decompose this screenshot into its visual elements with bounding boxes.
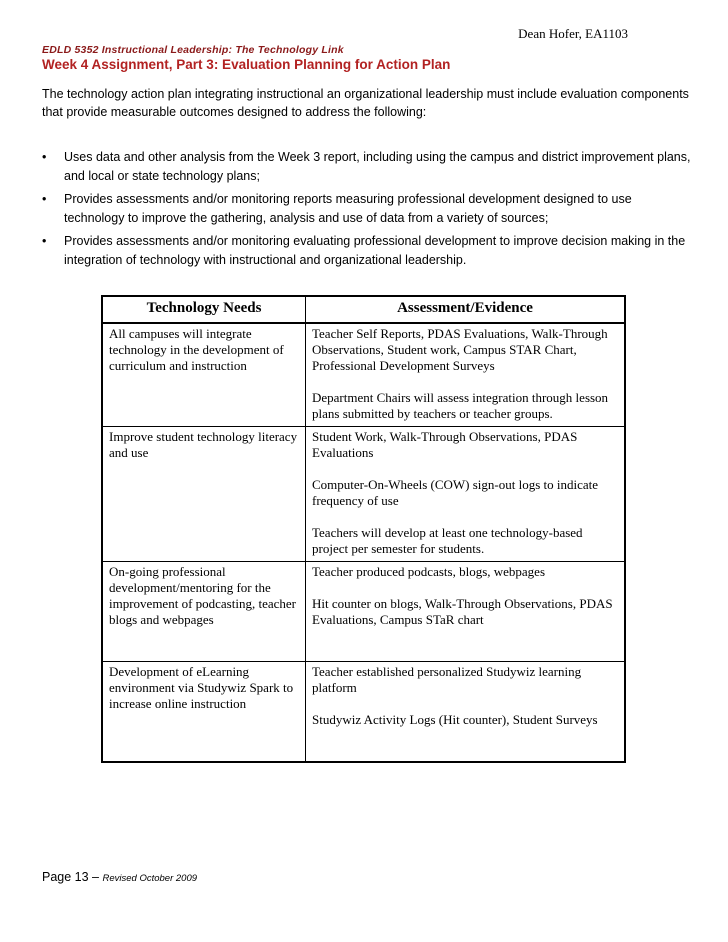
evaluation-table — [101, 295, 626, 763]
list-item-text: Uses data and other analysis from the Week 3 report, including using the campus and district improvement plans, and local or state technology plans; — [64, 150, 691, 183]
evidence-text: Teachers will develop at least one technology-based project per semester for students. — [312, 525, 583, 556]
column-header-evidence: Assessment/Evidence — [306, 296, 626, 323]
evidence-text: Studywiz Activity Logs (Hit counter), Student Surveys — [312, 712, 598, 727]
table-row — [102, 427, 625, 562]
page-footer — [42, 870, 197, 884]
list-item-text: Provides assessments and/or monitoring reports measuring professional development designed to use technology to improve the gathering, analysis and use of data from a variety of sources; — [64, 192, 632, 225]
evidence-text: Hit counter on blogs, Walk-Through Observations, PDAS Evaluations, Campus STaR chart — [312, 596, 613, 627]
evidence-text: Teacher established personalized Studywiz learning platform — [312, 664, 582, 695]
list-item — [42, 190, 692, 228]
evidence-text: Computer-On-Wheels (COW) sign-out logs to indicate frequency of use — [312, 477, 599, 508]
evidence-text: Teacher Self Reports, PDAS Evaluations, Walk-Through Observations, Student work, Campus STAR Chart, Professional Development Surveys — [312, 326, 608, 373]
list-item-text: Provides assessments and/or monitoring evaluating professional development to improve decision making in the integration of technology with instructional and organizational leadership. — [64, 234, 686, 267]
bullet-icon: • — [42, 192, 47, 206]
need-cell: Development of eLearning environment via Studywiz Spark to increase online instruction — [102, 662, 306, 762]
table-header-row — [102, 296, 625, 323]
evidence-cell — [306, 562, 626, 662]
revision-note: Revised October 2009 — [102, 873, 198, 884]
bullet-icon: • — [42, 150, 47, 164]
evidence-text: Teacher produced podcasts, blogs, webpages — [312, 564, 546, 579]
table-row — [102, 662, 625, 762]
bullet-icon: • — [42, 234, 47, 248]
evidence-cell — [306, 427, 626, 562]
column-header-needs: Technology Needs — [102, 296, 306, 323]
evidence-text: Department Chairs will assess integration through lesson plans submitted by teachers or teacher groups. — [312, 390, 609, 421]
need-cell: All campuses will integrate technology in the development of curriculum and instruction — [102, 323, 306, 427]
author-line: Dean Hofer, EA1103 — [518, 26, 628, 41]
need-cell: Improve student technology literacy and use — [102, 427, 306, 562]
course-title: EDLD 5352 Instructional Leadership: The Technology Link — [42, 44, 344, 56]
table-row — [102, 562, 625, 662]
list-item — [42, 148, 692, 186]
list-item — [42, 232, 692, 270]
requirements-list — [42, 148, 692, 274]
table-row — [102, 323, 625, 427]
assignment-title: Week 4 Assignment, Part 3: Evaluation Planning for Action Plan — [42, 57, 451, 72]
evidence-cell — [306, 323, 626, 427]
intro-paragraph: The technology action plan integrating instructional an organizational leadership must include evaluation components that provide measurable outcomes designed to address the following: — [42, 87, 689, 119]
evidence-text: Student Work, Walk-Through Observations, PDAS Evaluations — [312, 429, 578, 460]
evidence-cell — [306, 662, 626, 762]
need-cell: On-going professional development/mentoring for the improvement of podcasting, teacher blogs and webpages — [102, 562, 306, 662]
page-number: Page 13 – — [42, 870, 99, 884]
